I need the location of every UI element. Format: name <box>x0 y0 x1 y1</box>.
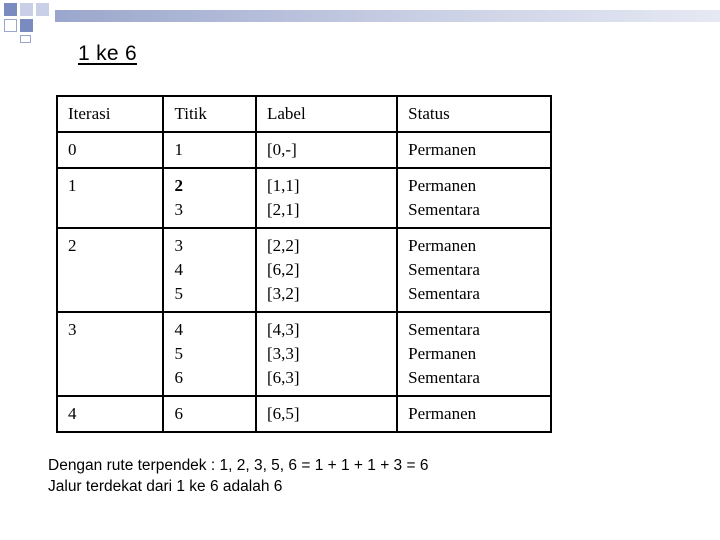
decor-square <box>36 3 49 16</box>
cell-line: Permanen <box>408 404 477 423</box>
cell-line: Sementara <box>408 260 480 279</box>
cell-line: Sementara <box>408 320 480 339</box>
table-row <box>57 168 551 228</box>
conclusion-text <box>48 455 428 497</box>
header-status: Status <box>397 96 551 132</box>
cell-titik <box>163 228 256 312</box>
decor-square <box>20 35 31 43</box>
header-titik: Titik <box>163 96 256 132</box>
table-row <box>57 312 551 396</box>
cell-line: 5 <box>174 284 183 303</box>
header-label: Label <box>256 96 397 132</box>
iteration-table <box>56 95 552 433</box>
decor-square <box>20 19 33 32</box>
table-row <box>57 132 551 168</box>
cell-line: [2,1] <box>267 200 300 219</box>
page-title: 1 ke 6 <box>78 42 138 65</box>
cell-line: 3 <box>174 236 183 255</box>
table-header-row <box>57 96 551 132</box>
cell-status <box>397 312 551 396</box>
cell-iterasi: 4 <box>57 396 163 432</box>
cell-titik <box>163 396 256 432</box>
cell-line: Sementara <box>408 368 480 387</box>
cell-status <box>397 132 551 168</box>
cell-line: 3 <box>174 200 183 219</box>
cell-label <box>256 132 397 168</box>
table-row <box>57 228 551 312</box>
cell-status <box>397 168 551 228</box>
cell-line: [6,5] <box>267 404 300 423</box>
cell-line: 5 <box>174 344 183 363</box>
cell-line: [1,1] <box>267 176 300 195</box>
conclusion-line-route: Dengan rute terpendek : 1, 2, 3, 5, 6 = 1 + 1 + 1 + 3 = 6 <box>48 457 429 474</box>
decor-square <box>4 19 17 32</box>
header-bar <box>55 10 720 22</box>
cell-line: [3,3] <box>267 344 300 363</box>
cell-line: 4 <box>174 260 183 279</box>
cell-line: 1 <box>174 140 183 159</box>
cell-titik <box>163 168 256 228</box>
cell-titik <box>163 312 256 396</box>
cell-line: 6 <box>174 404 183 423</box>
cell-status <box>397 396 551 432</box>
cell-label <box>256 168 397 228</box>
cell-status <box>397 228 551 312</box>
cell-line: Sementara <box>408 200 480 219</box>
cell-label <box>256 396 397 432</box>
cell-line: Permanen <box>408 236 477 255</box>
cell-line: [4,3] <box>267 320 300 339</box>
cell-line: Sementara <box>408 284 480 303</box>
cell-iterasi: 3 <box>57 312 163 396</box>
cell-label <box>256 312 397 396</box>
cell-line: [2,2] <box>267 236 300 255</box>
cell-line: [6,2] <box>267 260 300 279</box>
cell-titik <box>163 132 256 168</box>
cell-line: Permanen <box>408 344 477 363</box>
cell-iterasi: 1 <box>57 168 163 228</box>
cell-iterasi: 2 <box>57 228 163 312</box>
decor-square <box>4 3 17 16</box>
cell-line: [3,2] <box>267 284 300 303</box>
table-row <box>57 396 551 432</box>
cell-line: 4 <box>174 320 183 339</box>
cell-line: 6 <box>174 368 183 387</box>
cell-line: [6,3] <box>267 368 300 387</box>
decor-square <box>20 3 33 16</box>
cell-iterasi: 0 <box>57 132 163 168</box>
header-iterasi: Iterasi <box>57 96 163 132</box>
conclusion-line-result: Jalur terdekat dari 1 ke 6 adalah 6 <box>48 478 283 495</box>
cell-line: 2 <box>174 176 183 195</box>
cell-label <box>256 228 397 312</box>
cell-line: Permanen <box>408 176 477 195</box>
cell-line: Permanen <box>408 140 477 159</box>
cell-line: [0,-] <box>267 140 297 159</box>
